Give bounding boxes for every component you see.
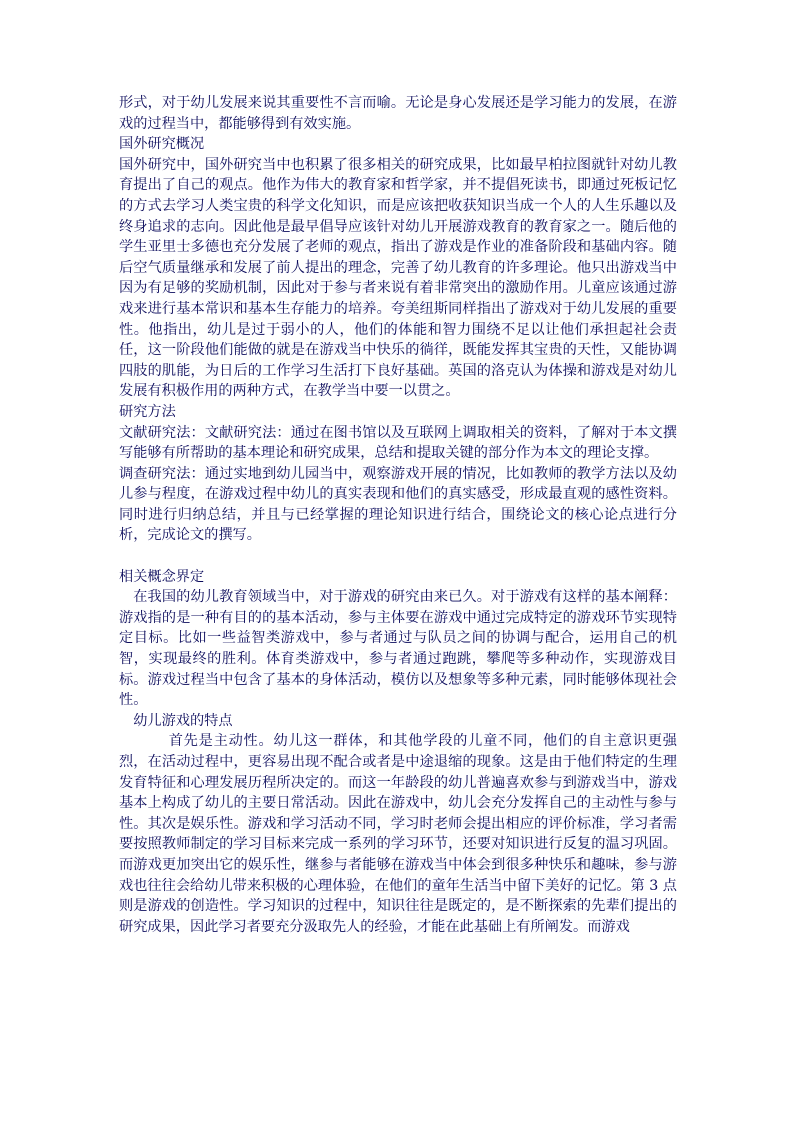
intro-paragraph: 形式，对于幼儿发展来说其重要性不言而喻。无论是身心发展还是学习能力的发展，在游戏的过程当中，都能够得到有效实施。 [119, 95, 677, 132]
blank-line [119, 546, 677, 567]
literature-method-paragraph: 文献研究法：文献研究法：通过在图书馆以及互联网上调取相关的资料，了解对于本文撰写能够有所帮助的基本理论和研究成果，总结和提取关键的部分作为本文的理论支撑。 [119, 424, 677, 462]
characteristics-paragraph: 首先是主动性。幼儿这一群体，和其他学段的儿童不同，他们的自主意识更强烈，在活动过程中，更容易出现不配合或者是中途退缩的现象。这是由于他们特定的生理发育特征和心理发展历程所决定的。而这一年龄段的幼儿普遍喜欢参与到游戏当中，游戏基本上构成了幼儿的主要日常活动。因此在游戏中，幼儿会充分发挥自己的主动性与参与性。其次是娱乐性。游戏和学习活动不同，学习时老师会提出相应的评价标准，学习者需要按照教师制定的学习目标来完成一系列的学习环节，还要对知识进行反复的温习巩固。而游戏更加突出它的娱乐性，继参与者能够在游戏当中体会到很多种快乐和趣味，参与游戏也往往会给幼儿带来积极的心理体验，在他们的童年生活当中留下美好的记忆。第 3 点则是游戏的创造性。学习知识的过程中，知识往往是既定的，是不断探索的先辈们提出的研究成果，因此学习者要充分汲取先人的经验，才能在此基础上有所阐发。而游戏 [119, 733, 677, 935]
characteristics-heading: 幼儿游戏的特点 [133, 712, 233, 729]
foreign-research-paragraph: 国外研究中，国外研究当中也积累了很多相关的研究成果，比如最早柏拉图就针对幼儿教育提出了自己的观点。他作为伟大的教育家和哲学家，并不提倡死读书，即通过死板记忆的方式去学习人类宝贵的科学文化知识，而是应该把收获知识当成一个人的人生乐趣以及终身追求的志向。因此他是最早倡导应该针对幼儿开展游戏教育的教育家之一。随后他的学生亚里士多德也充分发展了老师的观点，指出了游戏是作业的准备阶段和基础内容。随后空气质量继承和发展了前人提出的理念，完善了幼儿教育的许多理论。他只出游戏当中因为有足够的奖励机制，因此对于参与者来说有着非常突出的激励作用。儿童应该通过游戏来进行基本常识和基本生存能力的培养。夸美纽斯同样指出了游戏对于幼儿发展的重要性。他指出，幼儿是过于弱小的人，他们的体能和智力围绕不足以让他们承担起社会责任，这一阶段他们能做的就是在游戏当中快乐的徜徉，既能发挥其宝贵的天性，又能协调四肢的肌能，为日后的工作学习生活打下良好基础。英国的洛克认为体操和游戏是对幼儿发展有积极作用的两种方式，在教学当中要一以贯之。 [119, 156, 677, 400]
research-methods-heading: 研究方法 [119, 403, 176, 420]
foreign-research-heading: 国外研究概况 [119, 136, 205, 153]
concepts-paragraph: 在我国的幼儿教育领域当中，对于游戏的研究由来已久。对于游戏有这样的基本阐释：游戏指的是一种有目的的基本活动，参与主体要在游戏中通过完成特定的游戏环节实现特定目标。比如一些益智类游戏中，参与者通过与队员之间的协调与配合，运用自己的机智，实现最终的胜利。体育类游戏中，参与者通过跑跳，攀爬等多种动作，实现游戏目标。游戏过程当中包含了基本的身体活动，模仿以及想象等多种元素，同时能够体现社会性。 [119, 589, 677, 709]
document-body [119, 93, 677, 937]
concepts-heading: 相关概念界定 [119, 568, 205, 585]
survey-method-paragraph: 调查研究法：通过实地到幼儿园当中，观察游戏开展的情况，比如教师的教学方法以及幼儿参与程度，在游戏过程中幼儿的真实表现和他们的真实感受，形成最直观的感性资料。同时进行归纳总结，并且与已经掌握的理论知识进行结合，围绕论文的核心论点进行分析，完成论文的撰写。 [119, 465, 677, 544]
